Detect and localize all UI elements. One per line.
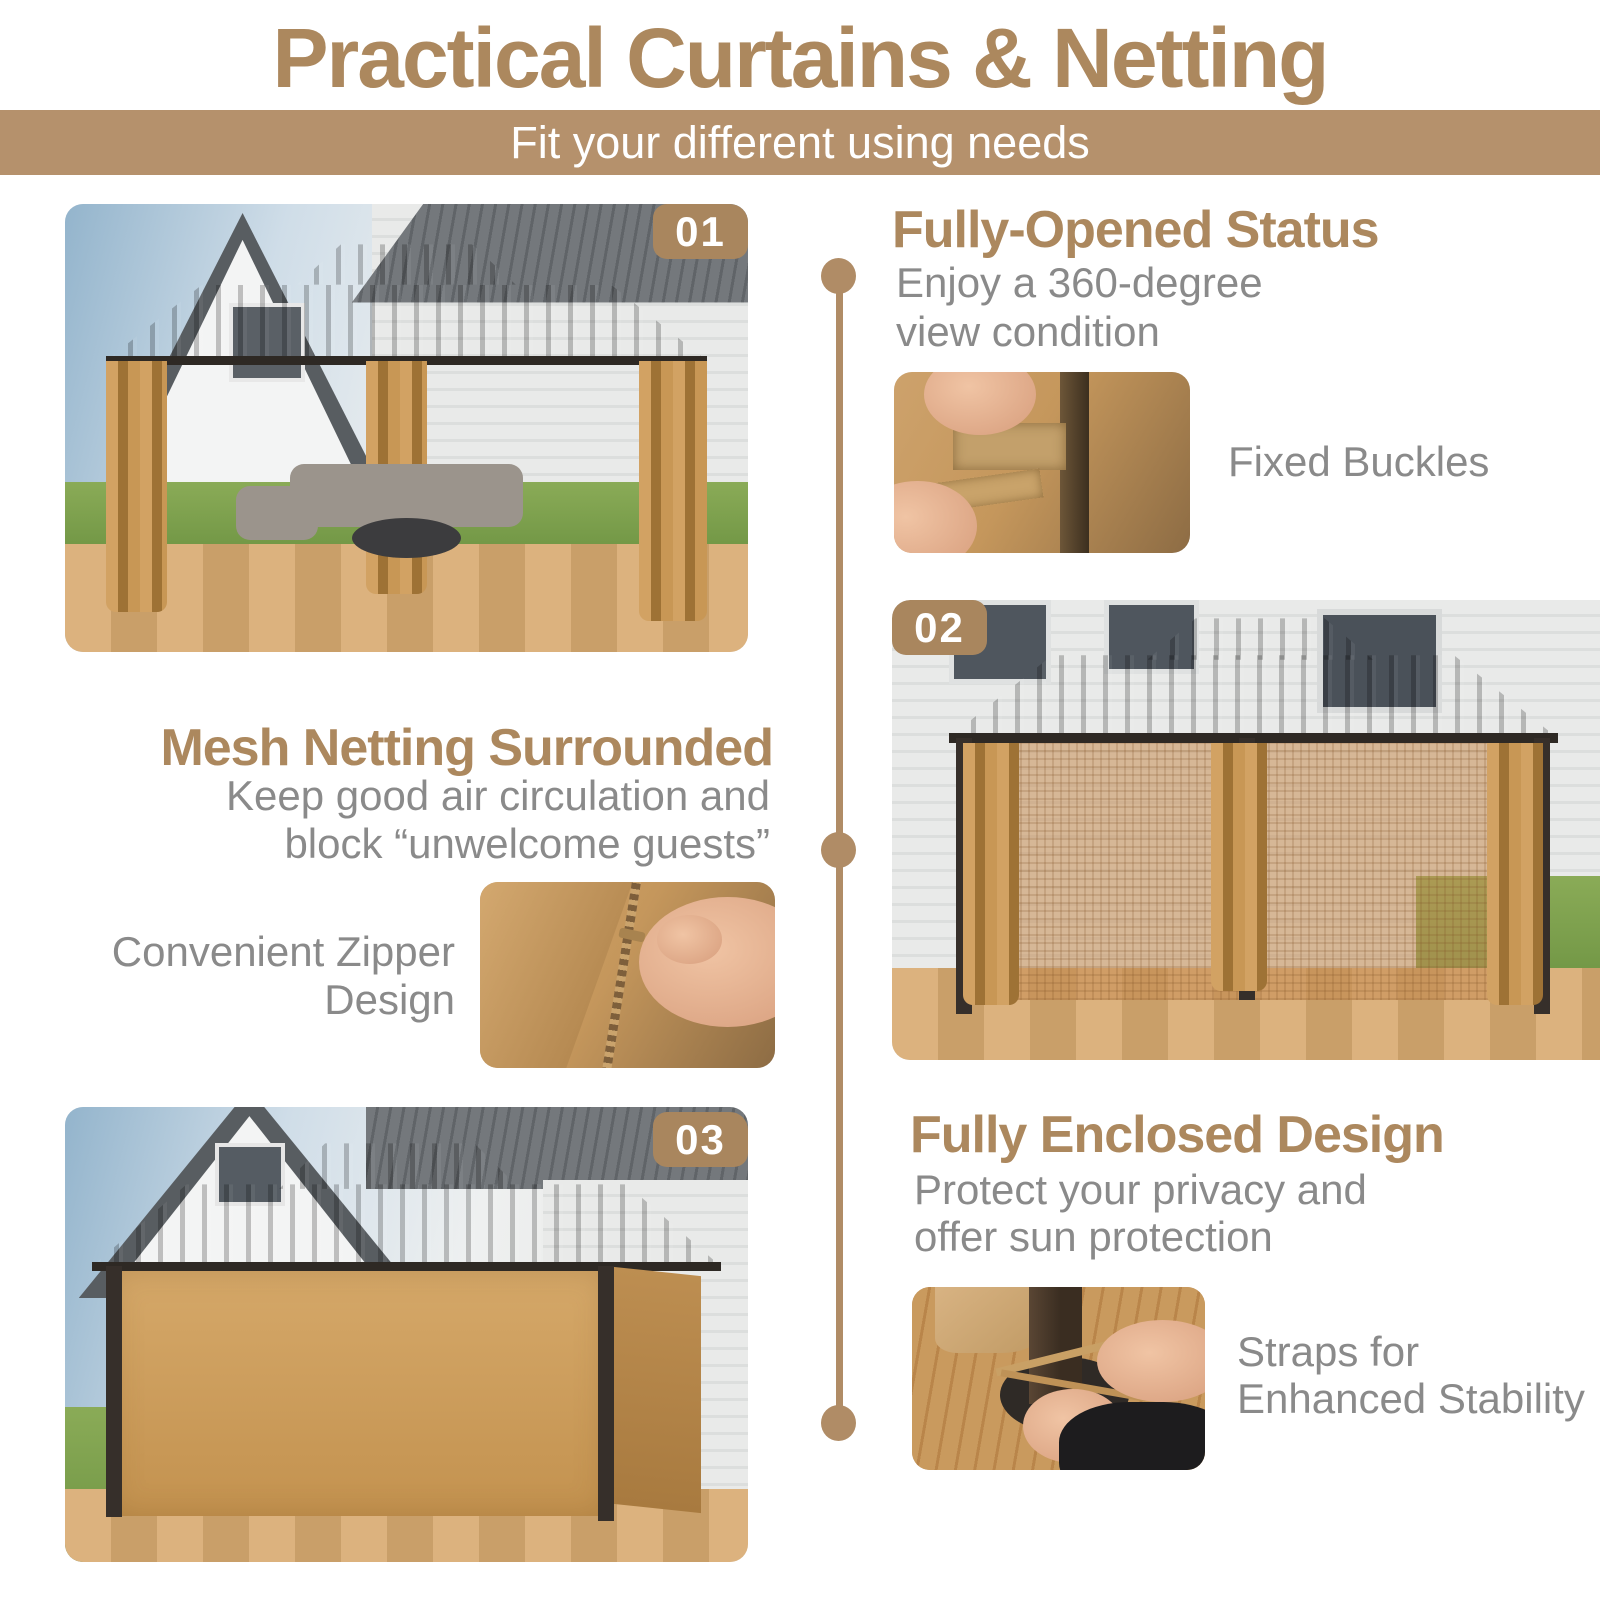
gazebo-post — [598, 1266, 614, 1521]
subtitle-banner — [0, 110, 1600, 175]
section-heading-fully-opened: Fully-Opened Status — [892, 201, 1379, 259]
photo-gazebo-mesh-netting — [892, 600, 1600, 1060]
sleeve — [1059, 1402, 1206, 1470]
body-line: Enjoy a 360-degree — [896, 259, 1263, 306]
section-heading-mesh-netting: Mesh Netting Surrounded — [160, 719, 773, 777]
section-heading-fully-enclosed: Fully Enclosed Design — [910, 1106, 1444, 1164]
curtain-tied — [106, 361, 167, 612]
badge-02-number: 02 — [914, 603, 965, 651]
page-title: Practical Curtains & Netting — [272, 11, 1328, 105]
timeline-dot-2 — [821, 832, 856, 868]
gazebo-post — [106, 1266, 122, 1516]
closeup-zipper — [480, 882, 775, 1068]
body-line: block “unwelcome guests” — [284, 820, 770, 867]
closed-curtain-front-wall — [113, 1271, 605, 1517]
gazebo-roof-main — [92, 1184, 720, 1266]
caption-straps — [1237, 1328, 1585, 1422]
caption-line: Design — [324, 976, 455, 1023]
badge-01-number: 01 — [675, 207, 726, 255]
badge-03-number: 03 — [675, 1115, 726, 1163]
body-line: view condition — [896, 308, 1160, 355]
subtitle-text: Fit your different using needs — [510, 117, 1090, 168]
caption-line: Convenient Zipper — [111, 928, 455, 975]
badge-03 — [653, 1112, 748, 1167]
body-line: Keep good air circulation and — [225, 772, 770, 819]
caption-line: Enhanced Stability — [1237, 1375, 1585, 1422]
body-line: Protect your privacy and — [914, 1166, 1367, 1213]
gazebo-roof-main — [949, 655, 1558, 738]
caption-line: Straps for — [1237, 1328, 1420, 1375]
badge-01 — [653, 204, 748, 259]
timeline-dot-3 — [821, 1405, 856, 1441]
fire-table — [352, 518, 461, 558]
closeup-straps — [912, 1287, 1205, 1470]
timeline-dot-1 — [821, 258, 856, 294]
fingers — [657, 915, 722, 963]
caption-fixed-buckles: Fixed Buckles — [1228, 438, 1490, 485]
curtain-tied — [963, 743, 1020, 1005]
gazebo-roof-main — [106, 285, 707, 361]
outdoor-chair — [236, 486, 318, 540]
closed-curtain-side-wall — [605, 1266, 701, 1513]
caption-zipper-design — [112, 928, 455, 1024]
curtain-tied — [1487, 743, 1544, 1005]
curtain-tied — [1211, 743, 1268, 991]
curtain-tied — [639, 361, 707, 621]
body-line: offer sun protection — [914, 1213, 1273, 1260]
section-body-fully-opened — [896, 258, 1263, 356]
photo-gazebo-open-curtains — [65, 204, 748, 652]
closeup-velcro-buckle — [894, 372, 1190, 553]
photo-gazebo-fully-enclosed — [65, 1107, 748, 1562]
badge-02 — [892, 600, 987, 655]
section-body-fully-enclosed — [914, 1166, 1367, 1260]
section-body-mesh-netting — [226, 772, 770, 868]
